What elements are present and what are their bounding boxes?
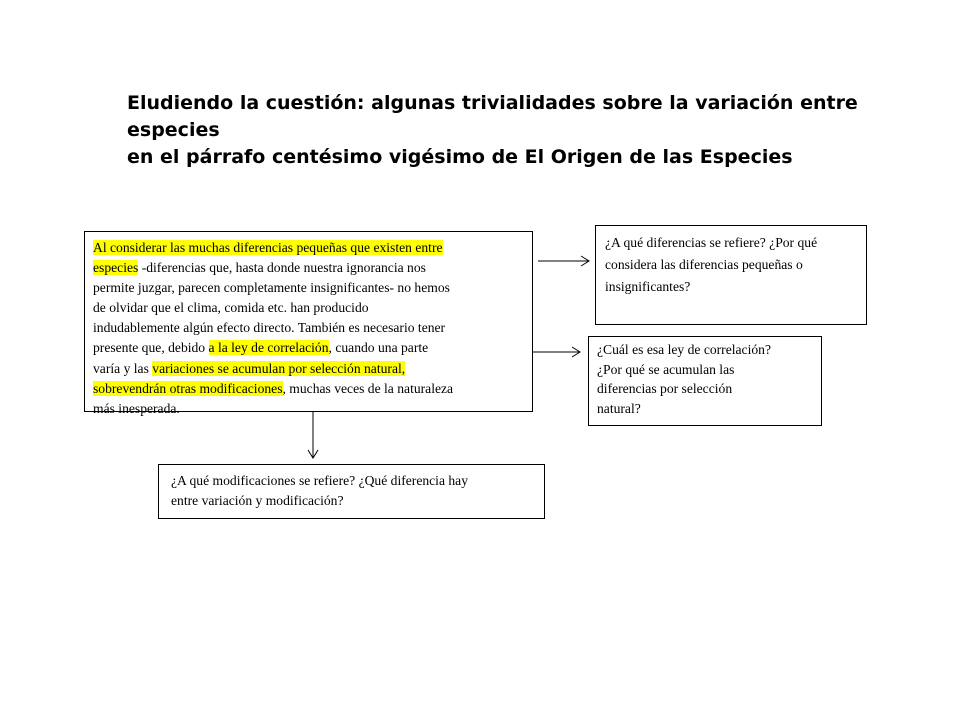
quote-text: -diferencias que, hasta donde nuestra ignorancia nos xyxy=(138,260,426,276)
quote-line-3: permite juzgar, parecen completamente insignificantes- no hemos xyxy=(93,280,450,296)
question-line-3: insignificantes? xyxy=(605,279,691,294)
highlight: sobrevendrán otras modificaciones xyxy=(93,380,283,396)
quote-line-4: de olvidar que el clima, comida etc. han producido xyxy=(93,300,369,316)
highlight: variaciones se acumulan por selección natural, xyxy=(152,360,406,376)
arrow-to-correlation-question xyxy=(533,347,580,357)
quote-text: , cuando una parte xyxy=(328,340,429,356)
title-line-1: Eludiendo la cuestión: algunas trivialidades sobre la variación entre especies xyxy=(127,92,858,141)
title-line-2: en el párrafo centésimo vigésimo de El Origen de las Especies xyxy=(127,146,793,168)
quote-text: varía y las xyxy=(93,360,153,376)
arrow-to-modifications-question xyxy=(308,412,318,458)
question-line-1: ¿A qué modificaciones se refiere? ¿Qué diferencia hay xyxy=(171,473,469,488)
question-line-3: diferencias por selección xyxy=(597,381,733,396)
question-line-2: entre variación y modificación? xyxy=(171,493,344,508)
highlight: especies xyxy=(93,260,139,276)
quote-line-5: indudablemente algún efecto directo. También es necesario tener xyxy=(93,320,446,336)
question-line-1: ¿Cuál es esa ley de correlación? xyxy=(597,342,771,357)
arrow-to-differences-question xyxy=(538,256,589,266)
quote-text: , muchas veces de la naturaleza xyxy=(282,380,454,396)
highlight: a la ley de correlación xyxy=(208,340,329,356)
question-line-2: ¿Por qué se acumulan las xyxy=(597,361,735,377)
question-line-1: ¿A qué diferencias se refiere? ¿Por qué xyxy=(605,235,818,250)
question-line-2: considera las diferencias pequeñas o xyxy=(605,257,803,272)
quote-line-9: más inesperada. xyxy=(93,400,180,416)
highlight: Al considerar las muchas diferencias pequeñas que existen entre xyxy=(93,240,443,255)
question-line-4: natural? xyxy=(597,400,641,416)
quote-text: presente que, debido xyxy=(93,340,209,356)
